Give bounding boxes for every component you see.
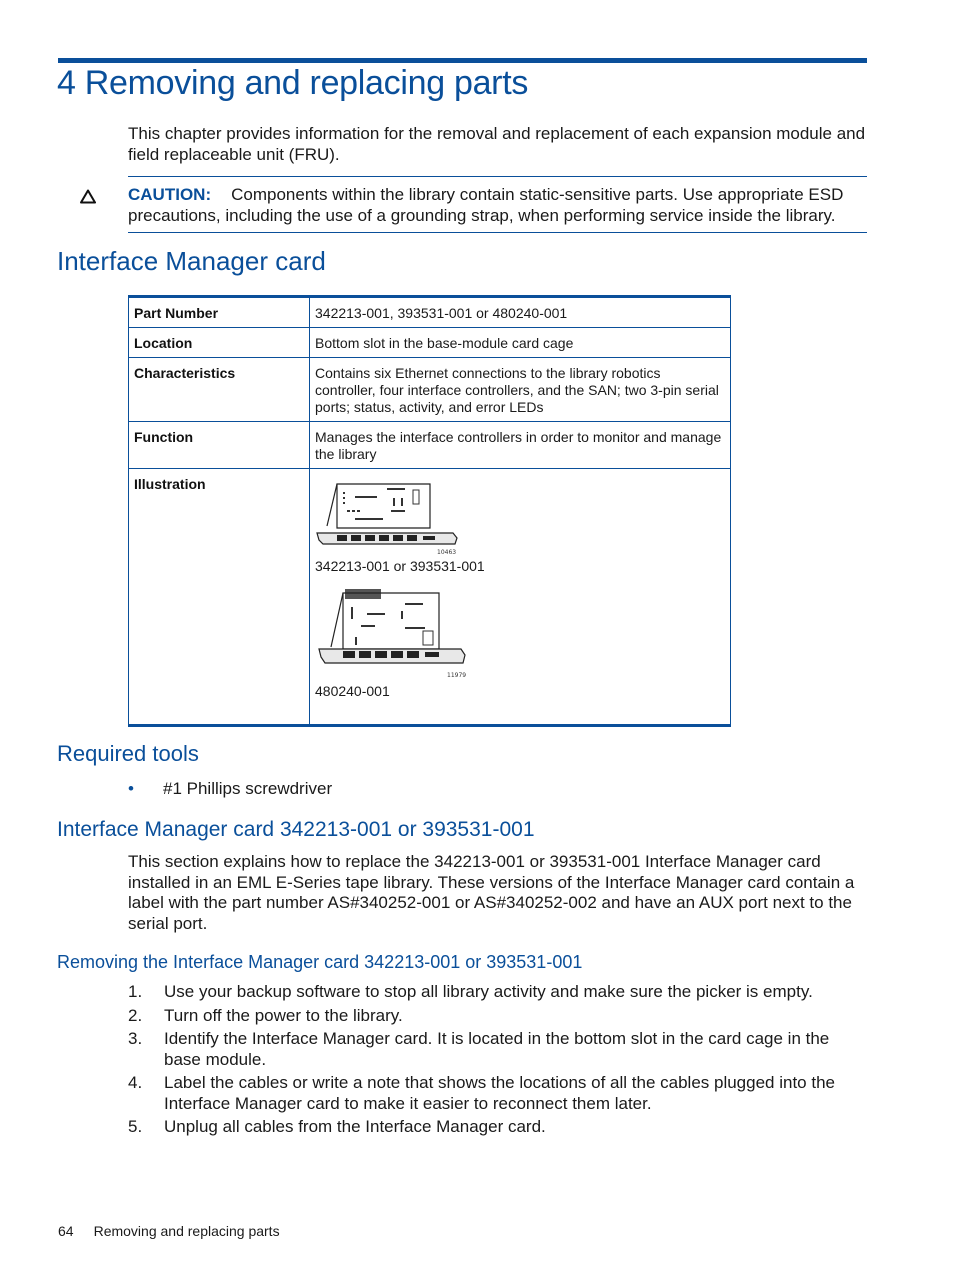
step-number: 5. <box>128 1117 143 1136</box>
figure-id-1: 10463 <box>437 549 457 556</box>
caution-body: Components within the library contain static-sensitive parts. Use appropriate ESD precautions, including the use of a grounding strap, when performing service inside the library. <box>128 185 844 225</box>
list-item <box>128 1073 868 1114</box>
list-item <box>128 1117 868 1138</box>
illustration-cell <box>310 469 731 726</box>
table-key: Function <box>129 422 310 469</box>
table-key: Part Number <box>129 297 310 328</box>
step-text: Label the cables or write a note that shows the locations of all the cables plugged into the Interface Manager card to make it easier to reconnect them later. <box>164 1073 835 1113</box>
table-value: Manages the interface controllers in order to monitor and manage the library <box>310 422 731 469</box>
table-value: Bottom slot in the base-module card cage <box>310 328 731 358</box>
spec-table <box>128 295 731 727</box>
interface-manager-card-illustration-1 <box>315 478 465 556</box>
table-row <box>129 297 731 328</box>
step-text: Turn off the power to the library. <box>164 1005 403 1025</box>
step-number: 4. <box>128 1073 143 1092</box>
table-value: 342213-001, 393531-001 or 480240-001 <box>310 297 731 328</box>
section-title: Interface Manager card <box>57 246 326 276</box>
step-number: 2. <box>128 1005 143 1025</box>
intro-paragraph: This chapter provides information for the removal and replacement of each expansion module and field replaceable unit (FRU). <box>128 124 866 164</box>
step-number: 1. <box>128 982 143 1001</box>
table-value: Contains six Ethernet connections to the library robotics controller, four interface controllers, and the SAN; two 3-pin serial ports; status, activity, and error LEDs <box>310 358 731 422</box>
required-tools-title: Required tools <box>57 741 199 766</box>
step-number: 3. <box>128 1029 143 1048</box>
list-item <box>128 1006 868 1027</box>
step-text: Use your backup software to stop all library activity and make sure the picker is empty. <box>164 982 813 1001</box>
illustration-caption-2: 480240-001 <box>315 683 390 699</box>
table-row <box>129 358 731 422</box>
step-text: Identify the Interface Manager card. It is located in the bottom slot in the card cage in the base module. <box>164 1029 830 1069</box>
list-item <box>128 779 332 800</box>
table-row <box>129 328 731 358</box>
subsection-body: This section explains how to replace the 342213-001 or 393531-001 Interface Manager card installed in an EML E-Series tape library. These versions of the Interface Manager card contain a label with the part number AS#340252-001 or AS#340252-002 and have an AUX port next to the serial port. <box>128 852 855 933</box>
bullet-icon: • <box>128 779 134 798</box>
list-item <box>128 1029 868 1070</box>
step-text: Unplug all cables from the Interface Manager card. <box>164 1117 546 1136</box>
figure-id-2: 11979 <box>447 672 467 679</box>
page-footer <box>58 1223 280 1239</box>
chapter-top-rule <box>58 58 867 63</box>
warning-triangle-icon <box>80 189 96 204</box>
table-key: Characteristics <box>129 358 310 422</box>
table-row <box>129 422 731 469</box>
table-key: Location <box>129 328 310 358</box>
table-row <box>129 469 731 726</box>
caution-text-block <box>128 185 868 226</box>
procedure-steps <box>128 982 868 1141</box>
procedure-title: Removing the Interface Manager card 342213-001 or 393531-001 <box>57 952 583 972</box>
required-tools-list <box>128 779 332 800</box>
table-key: Illustration <box>129 469 310 726</box>
chapter-title: 4 Removing and replacing parts <box>57 64 529 102</box>
illustration-caption-1: 342213-001 or 393531-001 <box>315 558 485 574</box>
page-number: 64 <box>58 1223 74 1239</box>
caution-label: CAUTION: <box>128 185 212 204</box>
list-item-text: #1 Phillips screwdriver <box>163 779 333 798</box>
subsection-title: Interface Manager card 342213-001 or 393531-001 <box>57 818 535 841</box>
list-item <box>128 982 868 1003</box>
interface-manager-card-illustration-2 <box>315 587 470 681</box>
footer-title: Removing and replacing parts <box>93 1223 280 1239</box>
